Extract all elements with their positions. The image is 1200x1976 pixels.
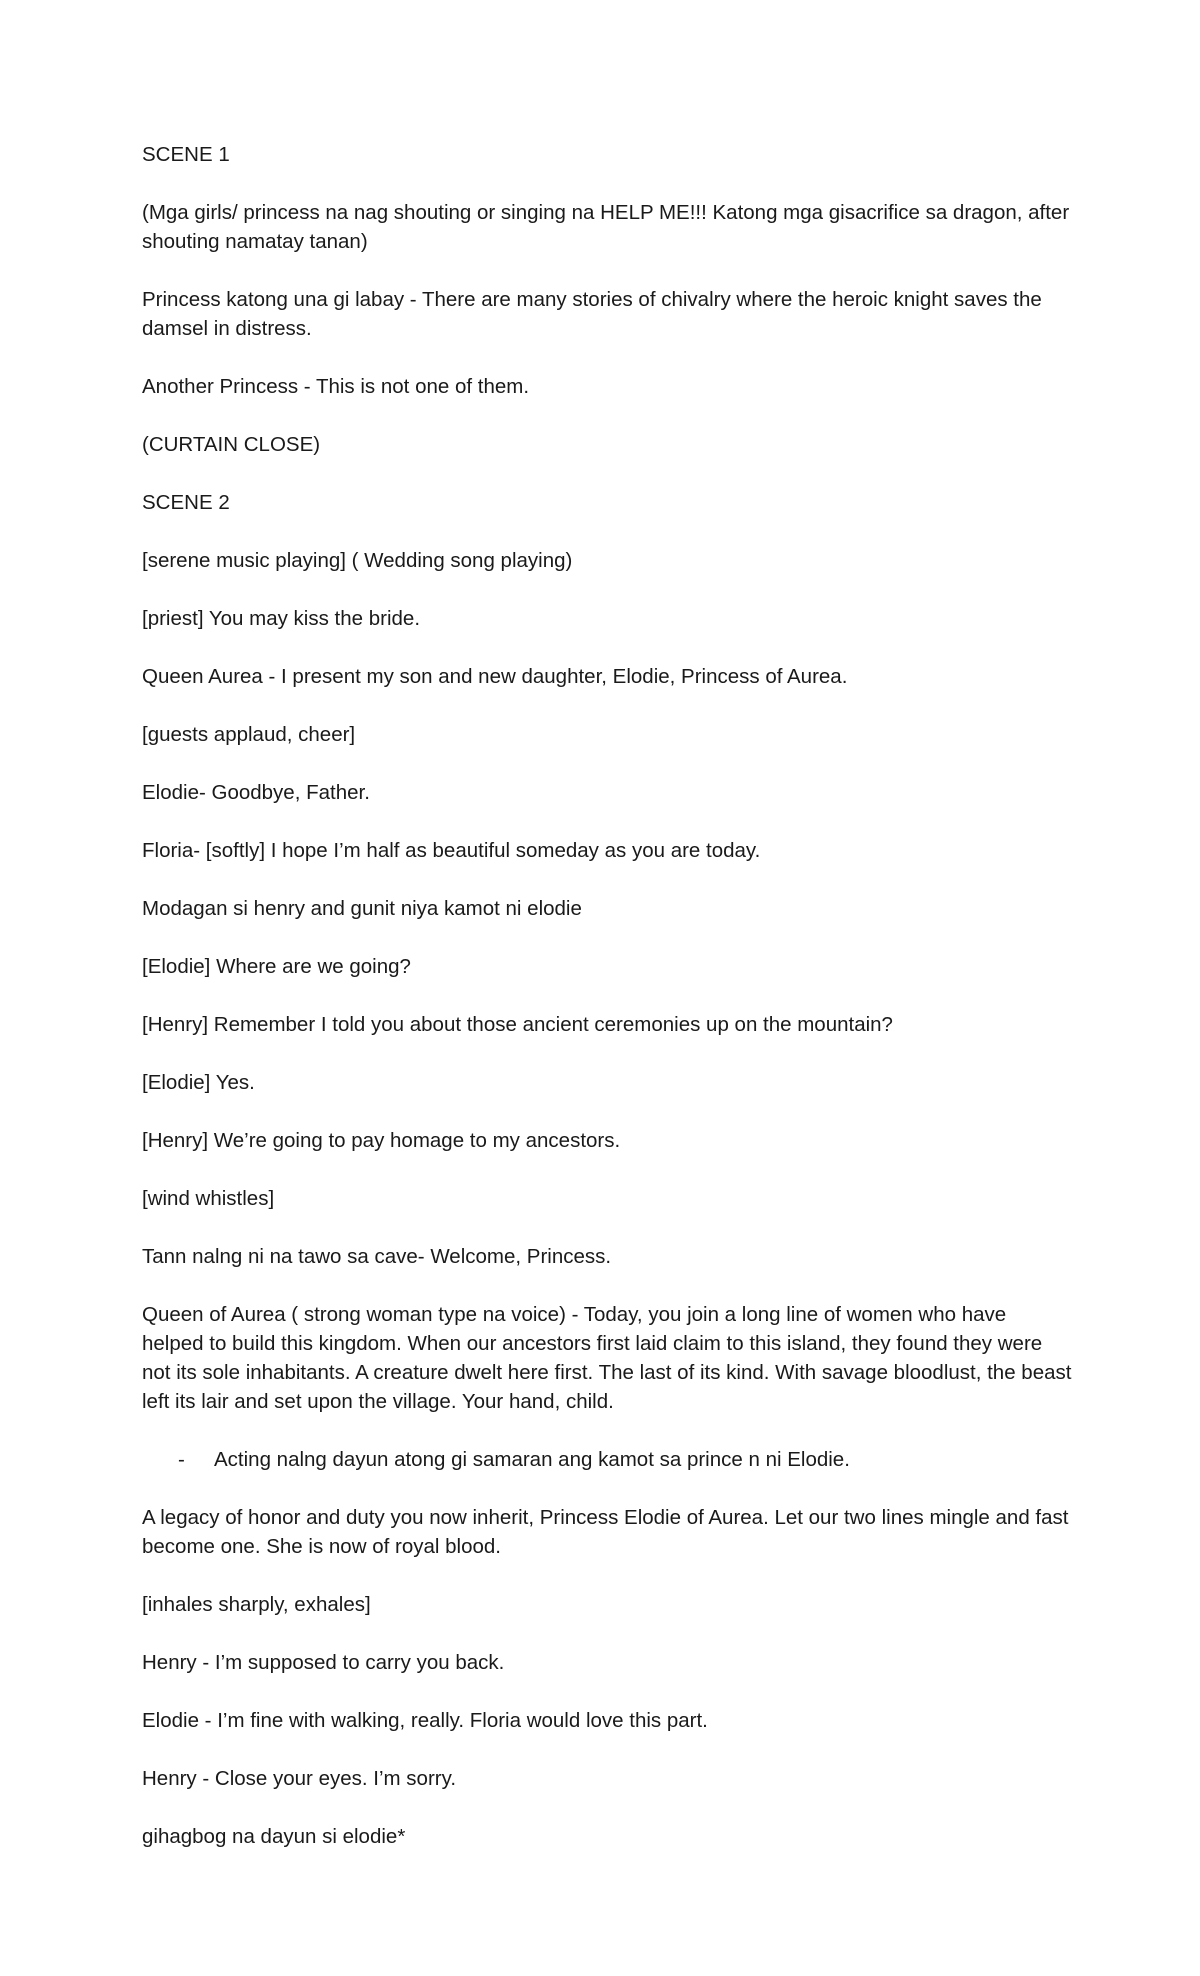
dialogue-line: Floria- [softly] I hope I’m half as beautiful someday as you are today. <box>142 839 761 862</box>
dialogue-line: [Henry] We’re going to pay homage to my ancestors. <box>142 1129 621 1152</box>
bullet-item <box>142 1445 1072 1474</box>
stage-direction: [wind whistles] <box>142 1187 275 1210</box>
dialogue-line: A legacy of honor and duty you now inherit, Princess Elodie of Aurea. Let our two lines mingle and fast become one. She is now of royal blood. <box>142 1506 1069 1558</box>
dialogue-line: Queen Aurea - I present my son and new daughter, Elodie, Princess of Aurea. <box>142 665 848 688</box>
stage-direction: [guests applaud, cheer] <box>142 723 356 746</box>
stage-direction: [inhales sharply, exhales] <box>142 1593 371 1616</box>
dialogue-line: Another Princess - This is not one of them. <box>142 375 530 398</box>
stage-direction: (Mga girls/ princess na nag shouting or singing na HELP ME!!! Katong mga gisacrifice sa dragon, after shouting namatay tanan) <box>142 201 1070 253</box>
dialogue-line: Princess katong una gi labay - There are many stories of chivalry where the heroic knight saves the damsel in distress. <box>142 288 1042 340</box>
dialogue-line: Queen of Aurea ( strong woman type na voice) - Today, you join a long line of women who have helped to build this kingdom. When our ancestors first laid claim to this island, they found they were not its sole inhabitants. A creature dwelt here first. The last of its kind. With savage bloodlust, the beast left its lair and set upon the village. Your hand, child. <box>142 1303 1072 1413</box>
document-body <box>142 140 1072 1880</box>
dialogue-line: [Elodie] Where are we going? <box>142 955 411 978</box>
scene-heading: SCENE 2 <box>142 491 230 514</box>
scene-heading: SCENE 1 <box>142 143 230 166</box>
dialogue-line: Elodie - I’m fine with walking, really. Floria would love this part. <box>142 1709 708 1732</box>
stage-direction: [serene music playing] ( Wedding song playing) <box>142 549 573 572</box>
stage-direction: gihagbog na dayun si elodie* <box>142 1825 406 1848</box>
dialogue-line: Elodie- Goodbye, Father. <box>142 781 370 804</box>
dialogue-line: [priest] You may kiss the bride. <box>142 607 421 630</box>
dialogue-line: Henry - I’m supposed to carry you back. <box>142 1651 505 1674</box>
dialogue-line: Henry - Close your eyes. I’m sorry. <box>142 1767 457 1790</box>
stage-direction: (CURTAIN CLOSE) <box>142 433 321 456</box>
stage-direction: Modagan si henry and gunit niya kamot ni elodie <box>142 897 582 920</box>
dialogue-line: [Elodie] Yes. <box>142 1071 255 1094</box>
bullet-text: Acting nalng dayun atong gi samaran ang kamot sa prince n ni Elodie. <box>214 1448 850 1471</box>
bullet-marker: - <box>178 1448 185 1471</box>
dialogue-line: [Henry] Remember I told you about those ancient ceremonies up on the mountain? <box>142 1013 893 1036</box>
dialogue-line: Tann nalng ni na tawo sa cave- Welcome, Princess. <box>142 1245 612 1268</box>
